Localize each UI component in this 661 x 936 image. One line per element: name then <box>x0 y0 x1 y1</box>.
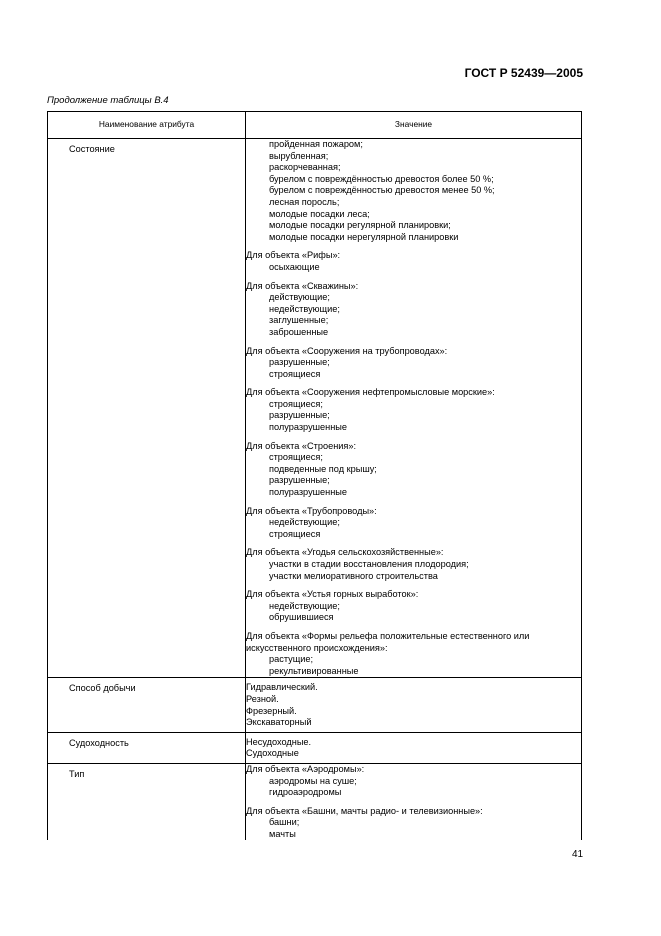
list-item: заглушенные; <box>269 315 329 326</box>
list-item: осыхающие <box>269 261 320 272</box>
object-group-radio-tv-towers <box>246 806 581 841</box>
list-item: участки в стадии восстановления плодородия; <box>269 559 469 569</box>
object-group-pipeline-structures <box>246 346 581 381</box>
group-heading: Для объекта «Аэродромы»: <box>246 763 365 774</box>
group-heading: Для объекта «Строения»: <box>246 440 357 451</box>
object-group-pipelines <box>246 506 581 541</box>
list-item: Резной. <box>246 693 279 704</box>
list-item: молодые посадки леса; <box>269 208 370 219</box>
list-item: Несудоходные. <box>246 736 312 747</box>
list-item: строящиеся <box>269 368 321 379</box>
attribute-name-cell <box>48 678 246 732</box>
list-item: мачты <box>269 828 296 839</box>
table-row <box>48 678 582 732</box>
group-heading: Для объекта «Трубопроводы»: <box>246 505 377 516</box>
table-row <box>48 763 582 840</box>
attribute-name-cell <box>48 139 246 678</box>
list-item: разрушенные; <box>269 357 330 368</box>
object-group-wells <box>246 281 581 339</box>
group-heading: Для объекта «Сооружения нефтепромысловые морские»: <box>246 387 495 398</box>
group-heading: Для объекта «Рифы»: <box>246 250 341 261</box>
group-heading: Для объекта «Скважины»: <box>246 280 359 291</box>
column-header-value: Значение <box>246 112 582 139</box>
attribute-name-cell <box>48 732 246 763</box>
list-item: Гидравлический. <box>246 682 318 693</box>
list-item: башни; <box>269 817 300 828</box>
attribute-table <box>47 111 582 840</box>
list-item: молодые посадки нерегулярной планировки <box>269 231 459 242</box>
list-item: действующие; <box>269 292 330 303</box>
object-group-offshore-oilfield-structures <box>246 387 581 433</box>
list-item: вырубленная; <box>269 150 329 161</box>
list-item: рекультивированные <box>269 665 359 676</box>
object-group-buildings <box>246 441 581 499</box>
list-item: гидроаэродромы <box>269 787 342 798</box>
attribute-name: Состояние <box>69 144 115 154</box>
value-cell <box>246 139 582 678</box>
attribute-name: Способ добычи <box>69 683 136 694</box>
group-heading: Для объекта «Башни, мачты радио- и телевизионные»: <box>246 805 483 816</box>
object-group-airfields <box>246 764 581 799</box>
value-cell <box>246 763 582 840</box>
list-item: полуразрушенные <box>269 487 348 498</box>
object-group-mine-mouths <box>246 589 581 624</box>
list-item: разрушенные; <box>269 475 330 486</box>
group-heading: Для объекта «Сооружения на трубопроводах»: <box>246 345 448 356</box>
value-cell <box>246 732 582 763</box>
table-header-row <box>48 112 582 139</box>
page-number: 41 <box>572 849 584 860</box>
list-item: участки мелиоративного строительства <box>269 570 438 581</box>
list-item: недействующие; <box>269 600 340 611</box>
group-heading: Для объекта «Устья горных выработок»: <box>246 589 419 600</box>
list-item: строящиеся <box>269 528 321 539</box>
standard-designation: ГОСТ Р 52439—2005 <box>464 66 583 80</box>
object-group-agricultural-lands <box>246 547 581 582</box>
table-caption: Продолжение таблицы В.4 <box>47 95 169 106</box>
list-item: аэродромы на суше; <box>269 775 357 786</box>
attribute-name-cell <box>48 763 246 840</box>
list-item: недействующие; <box>269 517 340 528</box>
list-item: полуразрушенные <box>269 422 348 433</box>
state-intro-list <box>246 139 581 243</box>
list-item: недействующие; <box>269 303 340 314</box>
list-item: разрушенные; <box>269 410 330 421</box>
list-item: строящиеся; <box>269 398 323 409</box>
group-heading: Для объекта «Формы рельефа положительные естественного или искусственного происхождения»: <box>246 630 530 653</box>
list-item: бурелом с повреждённостью древостоя более 50 %; <box>269 173 494 184</box>
list-item: строящиеся; <box>269 452 323 463</box>
list-item: молодые посадки регулярной планировки; <box>269 220 451 231</box>
attribute-name: Тип <box>69 768 85 779</box>
list-item: Экскаваторный <box>246 717 312 728</box>
group-heading: Для объекта «Угодья сельскохозяйственные»: <box>246 547 444 558</box>
list-item: заброшенные <box>269 326 329 337</box>
table-row <box>48 139 582 678</box>
list-item: обрушившиеся <box>269 612 334 623</box>
list-item: Судоходные <box>246 748 299 759</box>
object-group-relief-forms <box>246 631 581 677</box>
list-item: Фрезерный. <box>246 705 297 716</box>
list-item: бурелом с повреждённостью древостоя менее 50 %; <box>269 185 495 196</box>
table-row <box>48 732 582 763</box>
list-item: пройденная пожаром; <box>269 139 363 149</box>
list-item: подведенные под крышу; <box>269 463 377 474</box>
list-item: растущие; <box>269 654 314 665</box>
list-item: раскорчеванная; <box>269 162 341 173</box>
object-group-reefs <box>246 250 581 273</box>
column-header-attribute: Наименование атрибута <box>48 112 246 139</box>
list-item: лесная поросль; <box>269 196 340 207</box>
value-cell <box>246 678 582 732</box>
attribute-name: Судоходность <box>69 737 129 748</box>
